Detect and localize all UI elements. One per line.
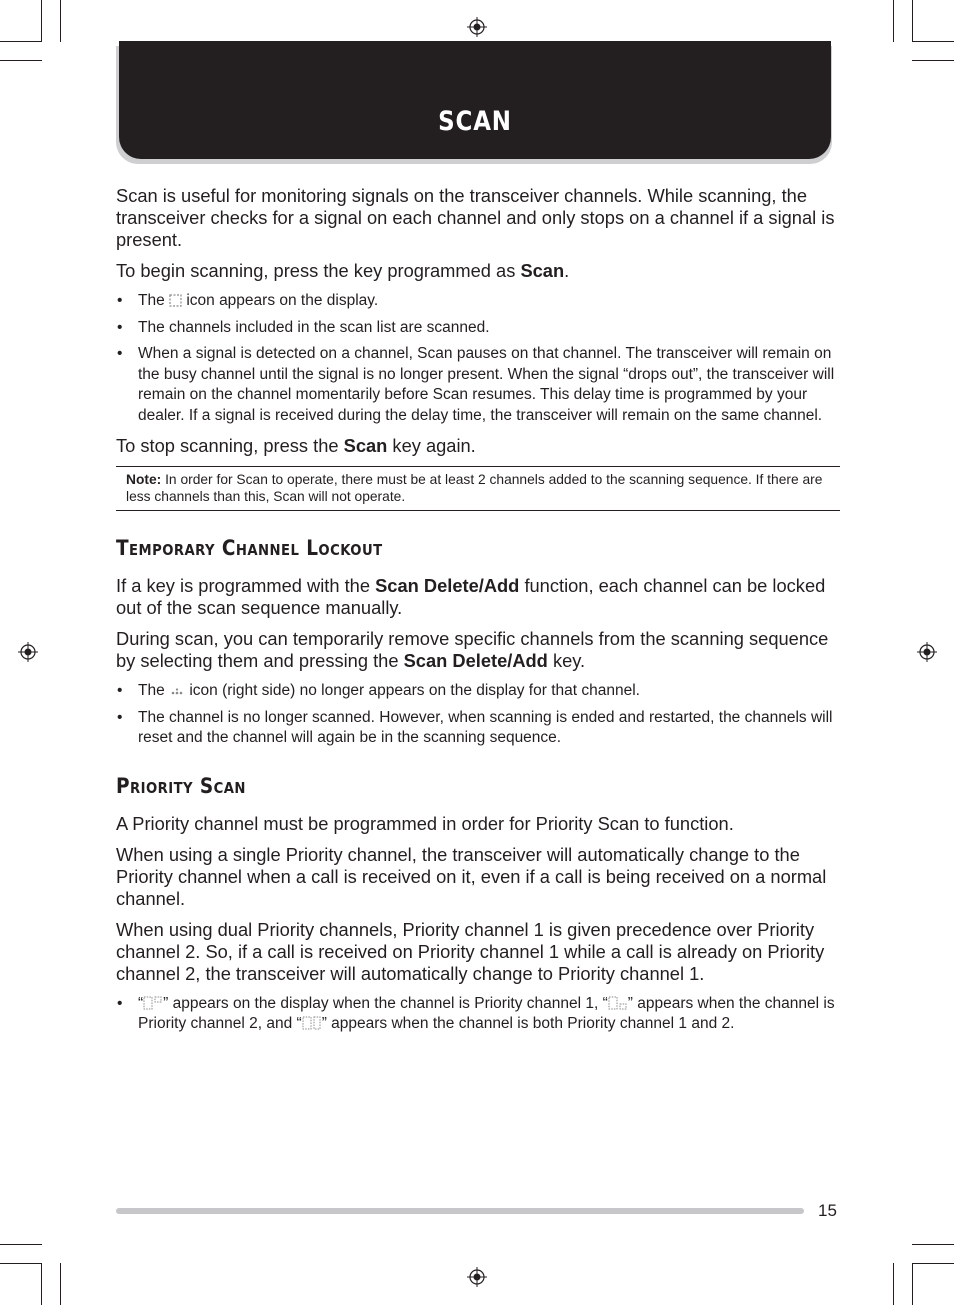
scan-delete-add-key-label: Scan Delete/Add: [403, 650, 548, 671]
scan-key-label: Scan: [343, 435, 388, 456]
crop-mark: [0, 1244, 42, 1245]
registration-mark-icon: [467, 17, 487, 37]
crop-mark: [912, 1244, 954, 1245]
page-title: SCAN: [438, 106, 512, 137]
crop-mark: [912, 0, 913, 42]
scan-delete-add-key-label: Scan Delete/Add: [375, 575, 520, 596]
registration-mark-icon: [467, 1267, 487, 1287]
header-banner: [119, 41, 831, 159]
crop-mark: [41, 0, 42, 42]
crop-mark: [912, 41, 954, 42]
crop-mark: [893, 1263, 894, 1305]
page-number: 15: [818, 1201, 837, 1220]
page-content: [116, 185, 840, 1044]
footer-rule: [116, 1208, 804, 1214]
lockout-paragraph-2: During scan, you can temporarily remove specific channels from the scanning sequence by selecting them and pressing the Scan Delete/Add key.: [116, 628, 829, 671]
section-heading-priority-scan: PRIORITY SCAN: [116, 773, 246, 798]
list-item: • The icon (right side) no longer appears on the display for that channel.: [117, 682, 640, 699]
intro-paragraph: Scan is useful for monitoring signals on the transceiver channels. While scanning, the transceiver checks for a signal on each channel and only stops on a channel if a signal is present.: [116, 185, 835, 250]
priority-1-icon: [143, 996, 163, 1010]
crop-mark: [893, 0, 894, 42]
priority-paragraph-3: When using dual Priority channels, Priority channel 1 is given precedence over Priority channel 2. So, if a call is received on Priority channel 1 while a call is already on Priority channel 2, the transceiver will automatically change to Priority channel 1.: [116, 918, 825, 984]
priority-bullet-list: [116, 994, 840, 1035]
priority-paragraph-1: A Priority channel must be programmed in order for Priority Scan to function.: [116, 812, 734, 834]
crop-mark: [41, 1263, 42, 1305]
crop-mark: [912, 1263, 954, 1264]
registration-mark-icon: [18, 642, 38, 662]
crop-mark: [0, 41, 42, 42]
crop-mark: [0, 60, 42, 61]
list-item: • The channels included in the scan list are scanned.: [117, 318, 490, 336]
priority-both-icon: [302, 1016, 322, 1030]
scan-dot-icon: [169, 687, 185, 697]
priority-2-icon: [608, 996, 628, 1010]
registration-mark-icon: [917, 642, 937, 662]
scan-bullet-list: [116, 291, 840, 426]
scan-key-label: Scan: [520, 260, 565, 281]
crop-mark: [0, 1263, 42, 1264]
list-item: • “ ” appears on the display when the channel is Priority channel 1, “ ” appears when the channel is Priority channel 2, and “ ” appears when the channel is both Priority channel 1 and 2.: [117, 994, 835, 1032]
list-item: • The channel is no longer scanned. However, when scanning is ended and restarted, the channels will reset and the channel will again be in the scanning sequence.: [117, 708, 833, 746]
note-box: Note: In order for Scan to operate, there must be at least 2 channels added to the scanning sequence. If there are less channels than this, Scan will not operate.: [116, 466, 840, 511]
begin-scanning-paragraph: To begin scanning, press the key programmed as Scan.: [116, 260, 570, 281]
crop-mark: [912, 60, 954, 61]
section-heading-temporary-channel-lockout: TEMPORARY CHANNEL LOCKOUT: [116, 536, 383, 560]
list-item: • When a signal is detected on a channel, Scan pauses on that channel. The transceiver will remain on the busy channel until the signal is no longer present. When the signal “drops out”, the transceiver will remain on the channel momentarily before Scan resumes. This delay time is programmed by your dealer. If a signal is received during the delay time, the transceiver will remain on the same channel.: [117, 345, 835, 424]
priority-paragraph-2: When using a single Priority channel, the transceiver will automatically change to the Priority channel when a call is received on it, even if a call is being received on a normal channel.: [116, 843, 827, 909]
crop-mark: [912, 1263, 913, 1305]
note-label: Note:: [126, 472, 162, 487]
lockout-paragraph-1: If a key is programmed with the Scan Delete/Add function, each channel can be locked out of the scan sequence manually.: [116, 575, 826, 618]
lockout-bullet-list: [116, 681, 840, 749]
stop-scanning-paragraph: To stop scanning, press the Scan key again.: [116, 435, 476, 456]
crop-mark: [60, 1263, 61, 1305]
scan-icon: [169, 294, 182, 307]
list-item: • The icon appears on the display.: [117, 292, 379, 309]
crop-mark: [60, 0, 61, 42]
